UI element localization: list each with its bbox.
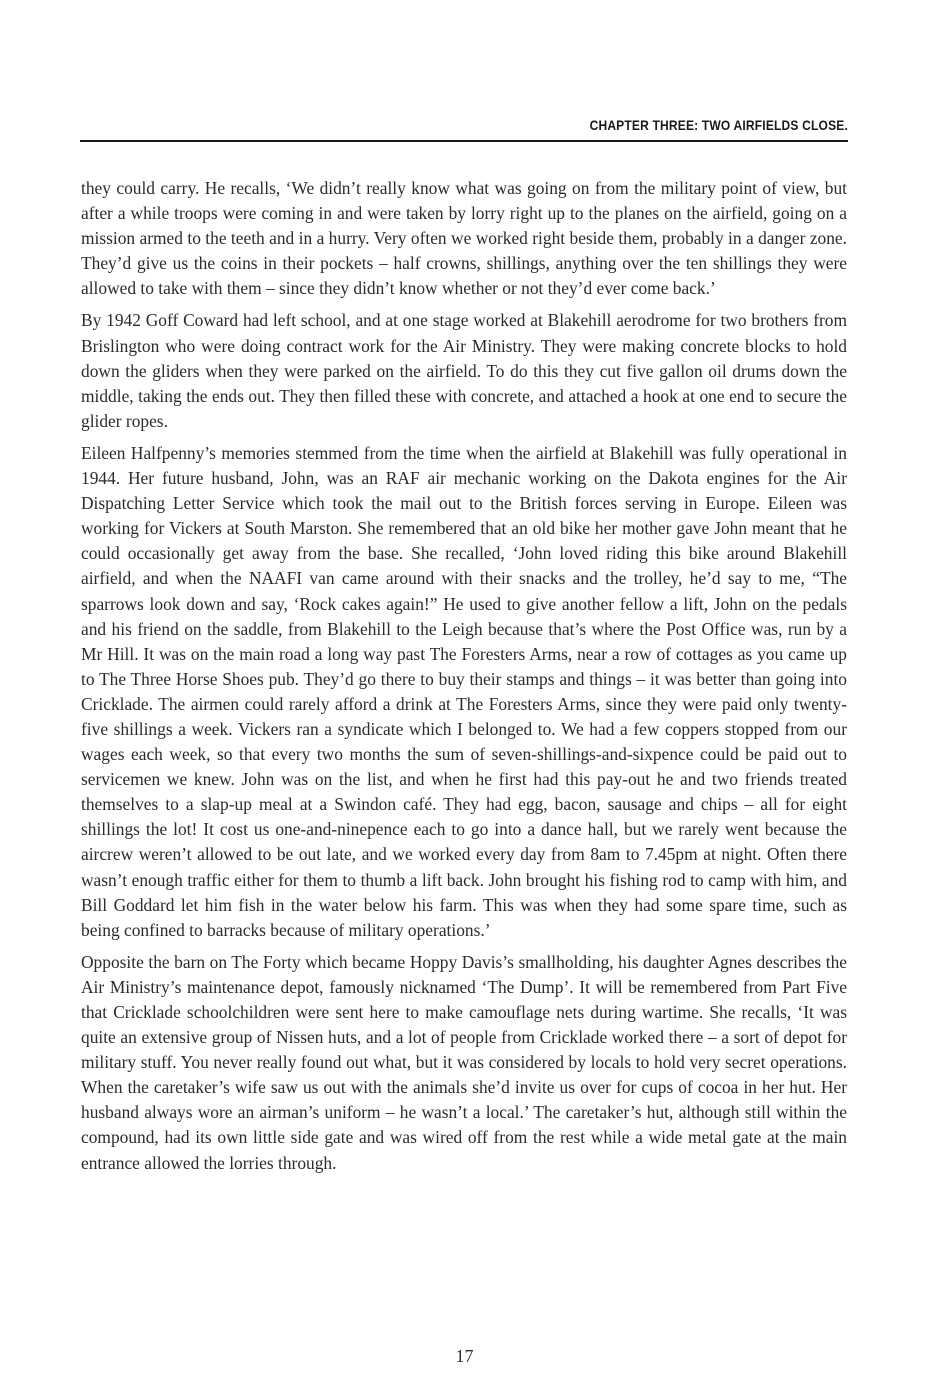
paragraph-2: By 1942 Goff Coward had left school, and at one stage worked at Blakehill aerodrome for two brothers from Brislington who were doing contract work for the Air Ministry. They were making concrete blocks to hold down the gliders when they were parked on the airfield. To do this they cut five gallon oil drums down the middle, taking the ends out. They then filled these with concrete, and attached a hook at one end to secure the glider ropes.: [81, 310, 847, 431]
body-text: [81, 176, 847, 1183]
paragraph-4: Opposite the barn on The Forty which became Hoppy Davis’s smallholding, his daughter Agnes describes the Air Ministry’s maintenance depot, famously nicknamed ‘The Dump’. It will be remembered from Part Five that Cricklade schoolchildren were sent here to make camouflage nets during wartime. She recalls, ‘It was quite an extensive group of Nissen huts, and a lot of people from Cricklade worked there – a sort of depot for military stuff. You never really found out what, but it was considered by locals to hold very secret operations. When the caretaker’s wife saw us out with the animals she’d invite us over for cups of cocoa in her hut. Her husband always wore an airman’s uniform – he wasn’t a local.’ The caretaker’s hut, although still within the compound, had its own little side gate and was wired off from the rest while a wide metal gate at the main entrance allowed the lorries through.: [81, 951, 847, 1173]
header-rule: [80, 140, 848, 142]
running-head: CHAPTER THREE: TWO AIRFIELDS CLOSE.: [589, 117, 848, 133]
paragraph-1: they could carry. He recalls, ‘We didn’t really know what was going on from the military point of view, but after a while troops were coming in and were taken by lorry right up to the planes on the airfield, going on a mission armed to the teeth and in a hurry. Very often we worked right beside them, probably in a danger zone. They’d give us the coins in their pockets – half crowns, shillings, anything over the ten shillings they were allowed to take with them – since they didn’t know whether or not they’d ever come back.’: [81, 178, 847, 299]
page-number: 17: [455, 1346, 474, 1366]
paragraph-3: Eileen Halfpenny’s memories stemmed from the time when the airfield at Blakehill was fully operational in 1944. Her future husband, John, was an RAF air mechanic working on the Dakota engines for the Air Dispatching Letter Service which took the mail out to the British forces serving in Europe. Eileen was working for Vickers at South Marston. She remembered that an old bike her mother gave John meant that he could occasionally get away from the base. She recalled, ‘John loved riding this bike around Blakehill airfield, and when the NAAFI van came around with their snacks and the trolley, he’d say to me, “The sparrows look down and say, ‘Rock cakes again!” He used to give another fellow a lift, John on the pedals and his friend on the saddle, from Blakehill to the Leigh because that’s where the Post Office was, run by a Mr Hill. It was on the main road a long way past The Foresters Arms, near a row of cottages as you came up to The Three Horse Shoes pub. They’d go there to buy their stamps and things – it was better than going into Cricklade. The airmen could rarely afford a drink at The Foresters Arms, since they were paid only twenty-five shillings a week. Vickers ran a syndicate which I belonged to. We had a few coppers stopped from our wages each week, so that every two months the sum of seven-shillings-and-sixpence could be paid out to servicemen we knew. John was on the list, and when he first had this pay-out he and two friends treated themselves to a slap-up meal at a Swindon café. They had egg, bacon, sausage and chips – all for eight shillings the lot! It cost us one-and-ninepence each to go into a dance hall, but we rarely went because the aircrew weren’t allowed to be out late, and we worked every day from 8am to 7.45pm at night. Often there wasn’t enough traffic either for them to thumb a lift back. John brought his fishing rod to camp with him, and Bill Goddard let him fish in the water below his farm. This was when they had some spare time, such as being confined to barracks because of military operations.’: [81, 442, 847, 940]
